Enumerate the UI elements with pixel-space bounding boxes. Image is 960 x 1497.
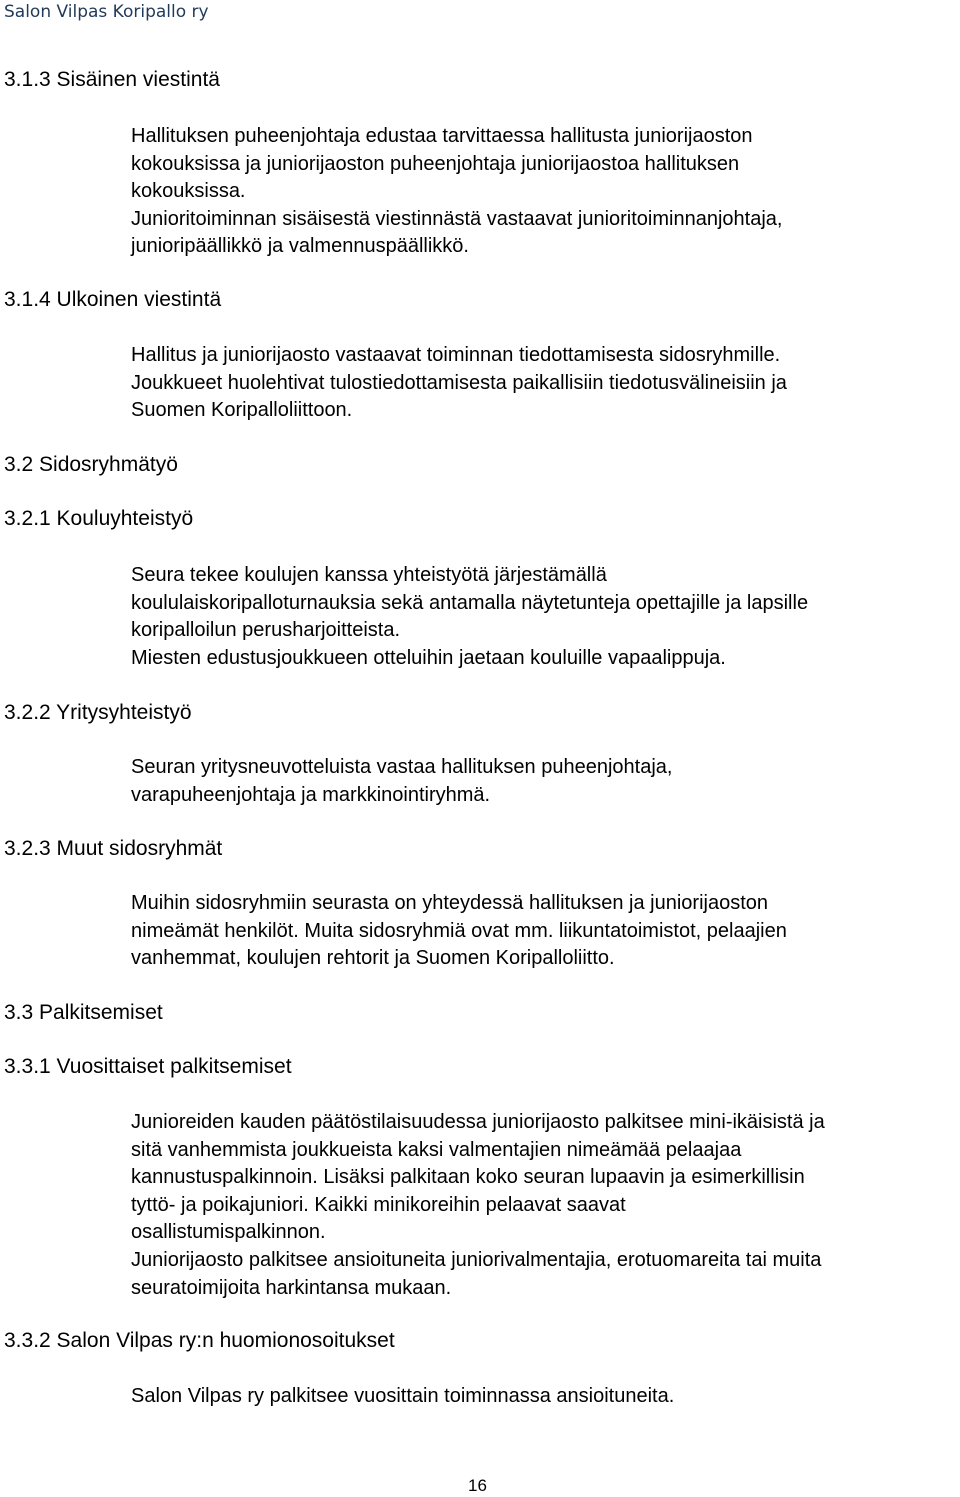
text-line: nimeämät henkilöt. Muita sidosryhmiä ovat mm. liikuntatoimistot, pelaajien xyxy=(131,919,787,942)
paragraph-vuosittaiset-palkitsemiset xyxy=(131,1109,957,1302)
heading-3-2-2: 3.2.2 Yritysyhteistyö xyxy=(4,701,192,724)
heading-3-2-3: 3.2.3 Muut sidosryhmät xyxy=(4,837,223,860)
text-line: kannustuspalkinnoin. Lisäksi palkitaan koko seuran lupaavin ja esimerkillisin xyxy=(131,1166,805,1189)
text-line: Joukkueet huolehtivat tulostiedottamisesta paikallisiin tiedotusvälineisiin ja xyxy=(131,371,787,394)
text-line: Seuran yritysneuvotteluista vastaa hallituksen puheenjohtaja, xyxy=(131,756,673,778)
text-line: koripalloilun perusharjoitteista. xyxy=(131,619,401,642)
heading-3-2-1: 3.2.1 Kouluyhteistyö xyxy=(4,507,194,530)
text-line: Suomen Koripalloliittoon. xyxy=(131,399,353,422)
paragraph-kouluyhteistyo xyxy=(131,562,957,672)
text-line: Seura tekee koulujen kanssa yhteistyötä järjestämällä xyxy=(131,564,607,586)
text-line: kokouksissa ja juniorijaoston puheenjohtaja juniorijaostoa hallituksen xyxy=(131,152,740,175)
paragraph-yritysyhteistyo xyxy=(131,754,957,809)
text-line: koululaiskoripalloturnauksia sekä antamalla näytetunteja opettajille ja lapsille xyxy=(131,591,809,614)
paragraph-sisainen-viestinta xyxy=(131,123,957,261)
heading-3-3: 3.3 Palkitsemiset xyxy=(4,1001,163,1024)
paragraph-huomionosoitukset xyxy=(131,1383,957,1411)
heading-3-1-4: 3.1.4 Ulkoinen viestintä xyxy=(4,288,222,311)
text-line: Hallituksen puheenjohtaja edustaa tarvittaessa hallitusta juniorijaoston xyxy=(131,125,753,147)
text-line: Junioritoiminnan sisäisestä viestinnästä vastaavat junioritoiminnanjohtaja, xyxy=(131,207,783,230)
heading-3-3-1: 3.3.1 Vuosittaiset palkitsemiset xyxy=(4,1055,292,1078)
text-line: vanhemmat, koulujen rehtorit ja Suomen Koripalloliitto. xyxy=(131,947,615,970)
text-line: seuratoimijoita harkintansa mukaan. xyxy=(131,1276,452,1299)
text-line: Juniorijaosto palkitsee ansioituneita juniorivalmentajia, erotuomareita tai muita xyxy=(131,1248,822,1271)
text-line: Hallitus ja juniorijaosto vastaavat toiminnan tiedottamisesta sidosryhmille. xyxy=(131,344,781,366)
text-line: varapuheenjohtaja ja markkinointiryhmä. xyxy=(131,783,491,806)
text-line: kokouksissa. xyxy=(131,180,246,203)
text-line: junioripäällikkö ja valmennuspäällikkö. xyxy=(131,235,469,258)
page-number: 16 xyxy=(468,1476,487,1495)
text-line: Miesten edustusjoukkueen otteluihin jaetaan kouluille vapaalippuja. xyxy=(131,646,726,669)
text-line: tyttö- ja poikajuniori. Kaikki minikoreihin pelaavat saavat xyxy=(131,1193,626,1216)
paragraph-ulkoinen-viestinta xyxy=(131,342,957,425)
text-line: sitä vanhemmista joukkueista kaksi valmentajien nimeämää pelaajaa xyxy=(131,1138,742,1161)
paragraph-muut-sidosryhmat xyxy=(131,890,957,973)
heading-3-1-3: 3.1.3 Sisäinen viestintä xyxy=(4,68,220,91)
text-line: Muihin sidosryhmiin seurasta on yhteydessä hallituksen ja juniorijaoston xyxy=(131,892,769,914)
text-line: Junioreiden kauden päätöstilaisuudessa juniorijaosto palkitsee mini-ikäisistä ja xyxy=(131,1111,825,1133)
heading-3-2: 3.2 Sidosryhmätyö xyxy=(4,453,178,476)
document-header: Salon Vilpas Koripallo ry xyxy=(4,2,209,22)
heading-3-3-2: 3.3.2 Salon Vilpas ry:n huomionosoitukset xyxy=(4,1329,395,1352)
text-line: Salon Vilpas ry palkitsee vuosittain toiminnassa ansioituneita. xyxy=(131,1385,675,1407)
text-line: osallistumispalkinnon. xyxy=(131,1221,326,1244)
